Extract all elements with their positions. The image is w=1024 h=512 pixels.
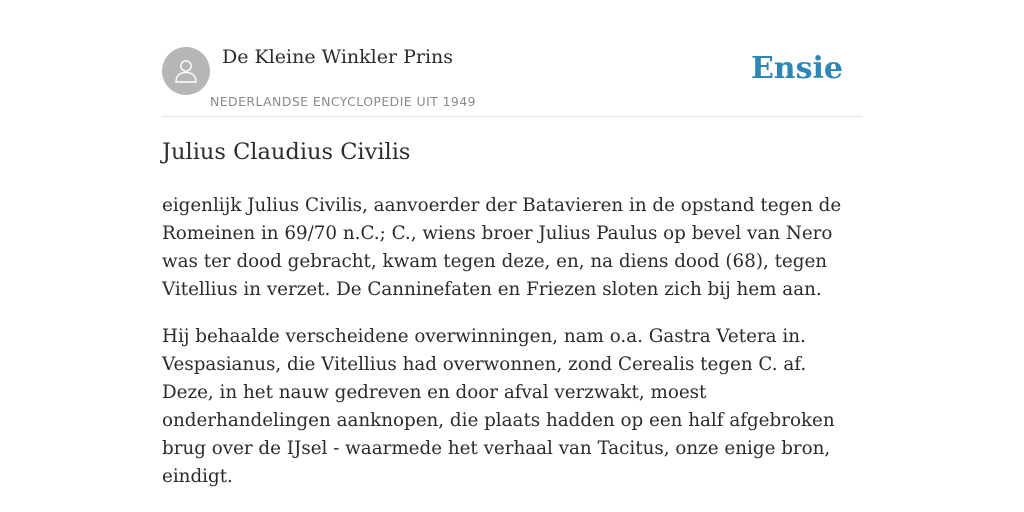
source-header bbox=[162, 44, 862, 117]
source-name[interactable]: De Kleine Winkler Prins bbox=[222, 46, 454, 68]
ensie-logo-link[interactable]: Ensie bbox=[750, 51, 843, 86]
source-subtitle: NEDERLANDSE ENCYCLOPEDIE UIT 1949 bbox=[210, 94, 476, 109]
article-title: Julius Claudius Civilis bbox=[162, 139, 411, 165]
source-avatar[interactable] bbox=[162, 47, 210, 95]
article-paragraph: eigenlijk Julius Civilis, aanvoerder der Batavieren in de opstand tegen de Romeinen in 69/70 n.C.; C., wiens broer Julius Paulus op bevel van Nero was ter dood gebracht, kwam tegen deze, en, na diens dood (68), tegen Vitellius in verzet. De Canninefaten en Friezen sloten zich bij hem aan. bbox=[162, 195, 842, 300]
article-body bbox=[162, 192, 862, 510]
user-icon bbox=[172, 57, 200, 85]
article-paragraph: Hij behaalde verscheidene overwinningen, nam o.a. Gastra Vetera in. Vespasianus, die Vitellius had overwonnen, zond Cerealis tegen C. af. Deze, in het nauw gedreven en door afval verzwakt, moest onderhandelingen aanknopen, die plaats hadden op een half afgebroken brug over de IJsel - waarmede het verhaal van Tacitus, onze enige bron, eindigt. bbox=[162, 326, 835, 487]
